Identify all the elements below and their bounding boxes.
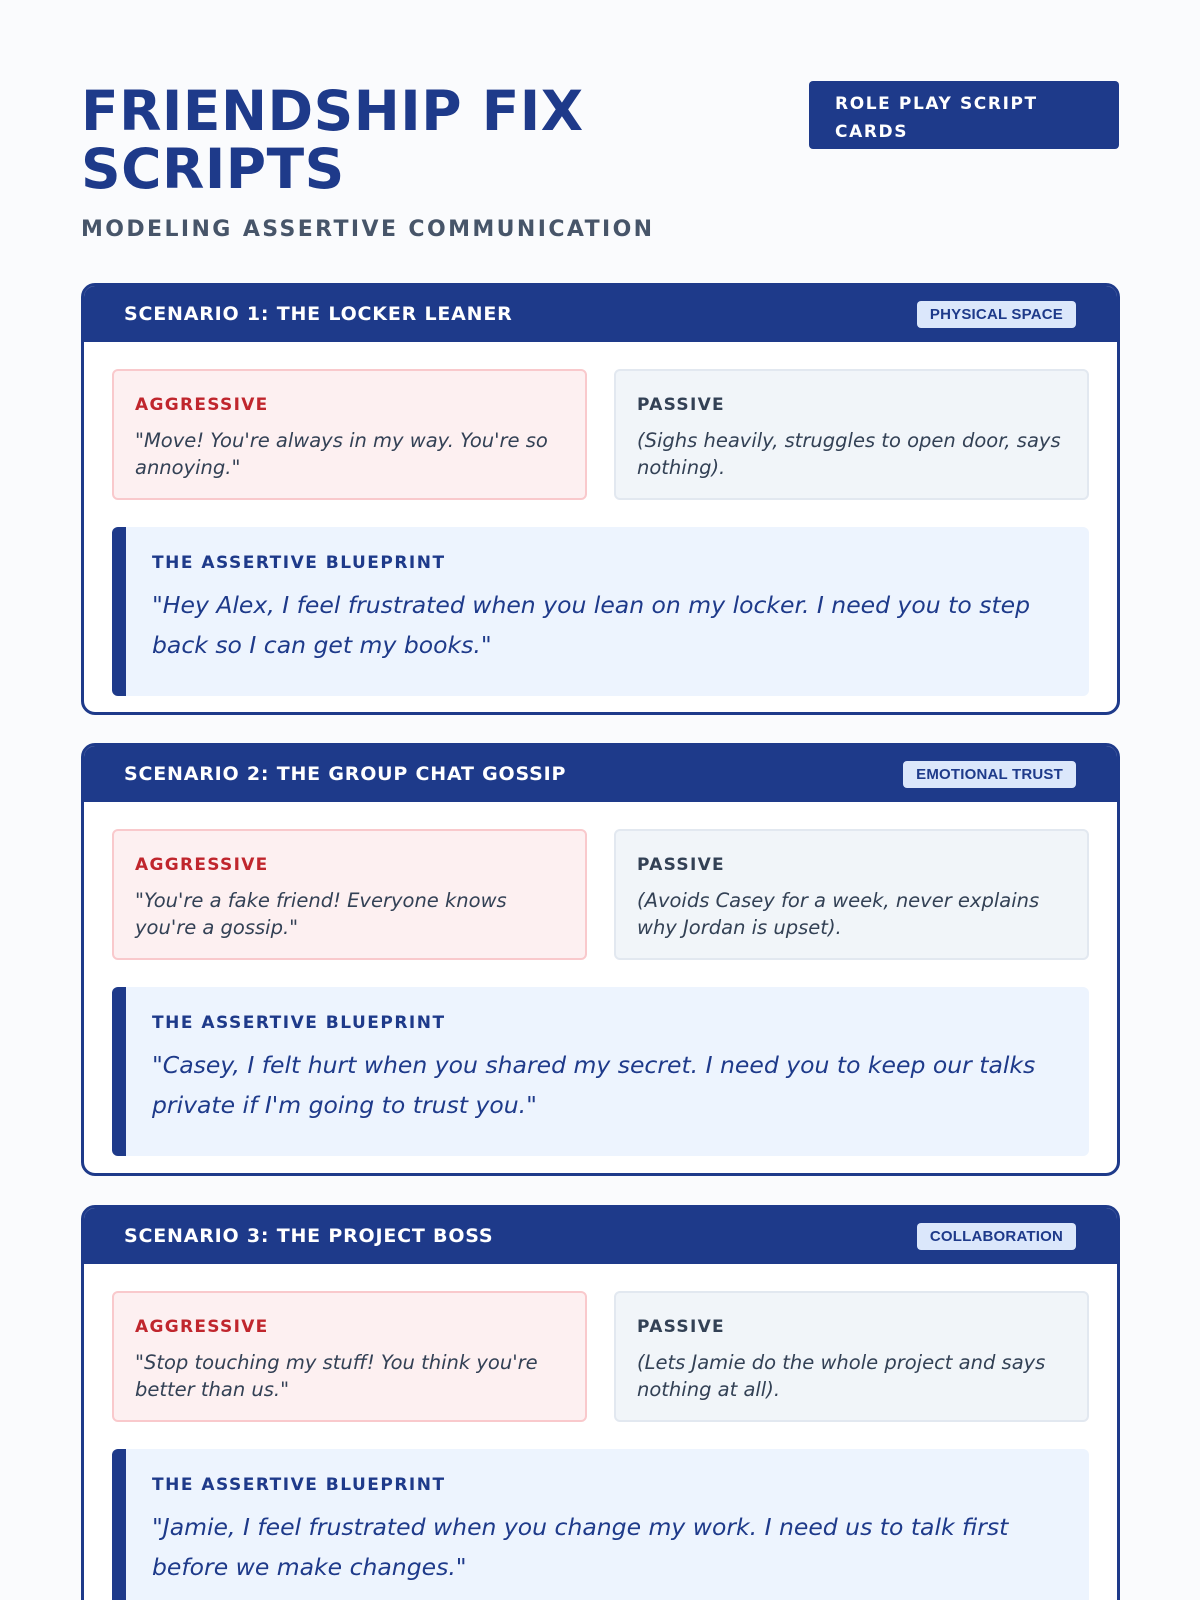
aggressive-response: [112, 829, 587, 960]
scenario-header: [84, 746, 1117, 802]
scenario-title: SCENARIO 1: THE LOCKER LEANER: [124, 303, 513, 325]
page-subtitle: MODELING ASSERTIVE COMMUNICATION: [81, 217, 655, 242]
response-row: [112, 1291, 1089, 1422]
page-header: [81, 0, 1119, 282]
scenario-card: [81, 283, 1120, 715]
aggressive-label: AGGRESSIVE: [135, 1317, 269, 1337]
passive-label: PASSIVE: [637, 855, 725, 875]
scenario-title: SCENARIO 2: THE GROUP CHAT GOSSIP: [124, 763, 567, 785]
scenario-body: [84, 1264, 1117, 1600]
passive-text: (Lets Jamie do the whole project and says nothing at all).: [637, 1351, 1046, 1401]
blueprint-text: "Hey Alex, I feel frustrated when you lean on my locker. I need you to step back so I can get my books.": [152, 591, 1031, 659]
passive-response: [614, 369, 1089, 500]
scenario-body: [84, 342, 1117, 715]
scenario-title: SCENARIO 3: THE PROJECT BOSS: [124, 1225, 494, 1247]
scenario-tag: PHYSICAL SPACE: [917, 301, 1076, 328]
passive-label: PASSIVE: [637, 1317, 725, 1337]
assertive-blueprint: [112, 987, 1089, 1156]
scenario-tag: EMOTIONAL TRUST: [903, 761, 1076, 788]
assertive-blueprint: [112, 1449, 1089, 1600]
scenario-header: [84, 1208, 1117, 1264]
aggressive-response: [112, 369, 587, 500]
scenario-tag: COLLABORATION: [917, 1223, 1076, 1250]
scenario-card: [81, 743, 1120, 1176]
aggressive-label: AGGRESSIVE: [135, 395, 269, 415]
blueprint-text: "Casey, I felt hurt when you shared my secret. I need you to keep our talks private if I'm going to trust you.": [152, 1051, 1036, 1119]
aggressive-text: "Stop touching my stuff! You think you're better than us.": [135, 1351, 538, 1401]
blueprint-label: THE ASSERTIVE BLUEPRINT: [152, 1475, 446, 1495]
passive-response: [614, 829, 1089, 960]
assertive-blueprint: [112, 527, 1089, 696]
passive-label: PASSIVE: [637, 395, 725, 415]
aggressive-response: [112, 1291, 587, 1422]
aggressive-text: "You're a fake friend! Everyone knows you're a gossip.": [135, 889, 507, 939]
blueprint-text: "Jamie, I feel frustrated when you change my work. I need us to talk first before we make changes.": [152, 1513, 1009, 1581]
response-row: [112, 369, 1089, 500]
passive-response: [614, 1291, 1089, 1422]
passive-text: (Avoids Casey for a week, never explains why Jordan is upset).: [637, 889, 1040, 939]
scenario-header: [84, 286, 1117, 342]
aggressive-label: AGGRESSIVE: [135, 855, 269, 875]
header-badge: ROLE PLAY SCRIPT CARDS: [809, 81, 1119, 149]
response-row: [112, 829, 1089, 960]
scenario-card: [81, 1205, 1120, 1600]
scenario-body: [84, 802, 1117, 1176]
page-title: FRIENDSHIP FIX SCRIPTS: [81, 79, 584, 201]
blueprint-label: THE ASSERTIVE BLUEPRINT: [152, 553, 446, 573]
passive-text: (Sighs heavily, struggles to open door, says nothing).: [637, 429, 1061, 479]
blueprint-label: THE ASSERTIVE BLUEPRINT: [152, 1013, 446, 1033]
aggressive-text: "Move! You're always in my way. You're so annoying.": [135, 429, 548, 479]
